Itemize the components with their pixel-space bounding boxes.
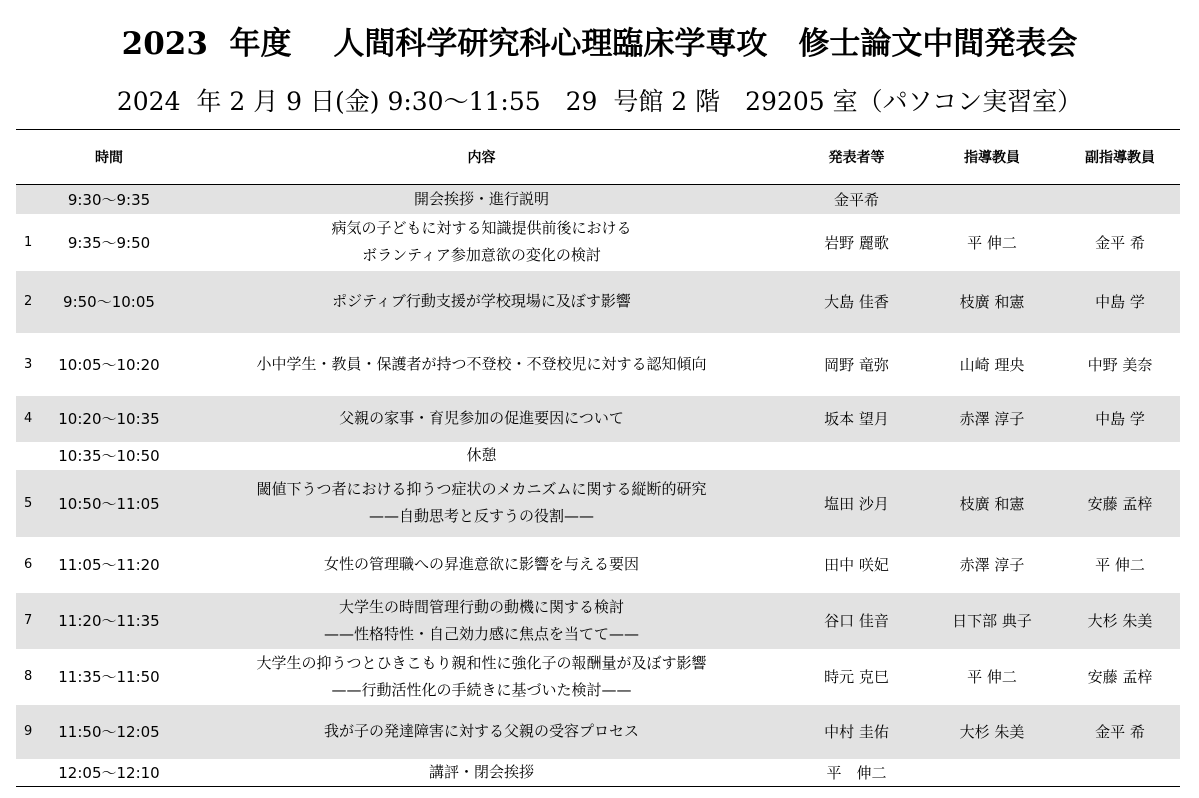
schedule-table (16, 129, 1180, 787)
column-header-content: 内容 (467, 150, 496, 166)
content-title: 開会挨拶・進行説明 (413, 189, 549, 208)
document-title: 2023 年度 人間科学研究科心理臨床学専攻 修士論文中間発表会 (121, 26, 1078, 62)
row-sub-advisor: 中野 美奈 (1087, 355, 1153, 374)
row-number: 4 (24, 411, 33, 426)
row-sub-advisor (1060, 185, 1180, 214)
row-time: 10:50〜11:05 (58, 494, 160, 513)
table-row (16, 759, 1180, 787)
content-title: 大学生の抑うつとひきこもり親和性に強化子の報酬量が及ぼす影響 (256, 653, 707, 672)
row-presenter: 岩野 麗歌 (824, 233, 889, 252)
row-presenter: 塩田 沙月 (824, 494, 889, 513)
row-advisor: 赤澤 淳子 (959, 556, 1025, 574)
row-time: 12:05〜12:10 (58, 763, 160, 782)
row-content (174, 593, 789, 649)
table-row (16, 271, 1180, 333)
row-content (174, 470, 789, 537)
row-content (174, 705, 789, 759)
row-advisor: 日下部 典子 (952, 612, 1032, 630)
row-content (174, 271, 789, 333)
row-content (174, 537, 789, 593)
row-presenter: 金平希 (833, 190, 879, 209)
content-subtitle: ——自動思考と反すうの役割—— (368, 507, 594, 525)
row-sub-advisor: 中島 学 (1095, 410, 1145, 428)
column-header-time: 時間 (95, 150, 123, 166)
row-time: 11:20〜11:35 (58, 612, 160, 630)
row-time: 10:20〜10:35 (58, 410, 160, 428)
row-sub-advisor: 安藤 孟梓 (1087, 494, 1153, 513)
content-title: 閾値下うつ者における抑うつ症状のメカニズムに関する縦断的研究 (256, 480, 707, 498)
row-sub-advisor: 安藤 孟梓 (1087, 668, 1153, 686)
row-advisor: 平 伸二 (967, 668, 1017, 686)
row-number: 8 (24, 669, 33, 684)
content-subtitle: ——性格特性・自己効力感に焦点を当てて—— (323, 624, 639, 643)
content-title: ポジティブ行動支援が学校現場に及ぼす影響 (332, 292, 631, 310)
row-content (174, 396, 789, 442)
row-number (16, 185, 44, 214)
row-presenter (789, 442, 924, 470)
row-sub-advisor: 中島 学 (1095, 293, 1145, 311)
table-row (16, 593, 1180, 649)
column-header-number (16, 130, 44, 185)
table-row (16, 649, 1180, 705)
table-row (16, 537, 1180, 593)
row-content (174, 649, 789, 705)
row-number: 1 (24, 234, 33, 250)
row-content (174, 185, 789, 214)
row-number: 2 (24, 294, 33, 309)
table-row (16, 442, 1180, 470)
row-number (16, 442, 44, 470)
table-row (16, 333, 1180, 396)
row-presenter: 大島 佳香 (824, 293, 889, 311)
row-sub-advisor: 金平 希 (1095, 233, 1145, 252)
row-time: 9:35〜9:50 (67, 233, 151, 252)
column-header-sub-advisor: 副指導教員 (1085, 150, 1155, 166)
row-content (174, 333, 789, 396)
row-advisor (924, 185, 1060, 214)
row-sub-advisor: 大杉 朱美 (1087, 612, 1153, 630)
table-row (16, 396, 1180, 442)
row-presenter: 平 伸二 (826, 763, 887, 782)
row-time: 10:35〜10:50 (58, 447, 160, 465)
content-subtitle: ボランティア参加意欲の変化の検討 (362, 246, 601, 264)
row-advisor: 赤澤 淳子 (959, 410, 1025, 428)
row-content (174, 759, 789, 787)
row-presenter: 岡野 竜弥 (824, 355, 889, 374)
content-title: 女性の管理職への昇進意欲に影響を与える要因 (323, 555, 639, 573)
row-presenter: 坂本 望月 (824, 410, 889, 428)
row-number: 7 (24, 613, 33, 628)
row-time: 10:05〜10:20 (58, 355, 160, 374)
content-title: 病気の子どもに対する知識提供前後における (331, 219, 632, 237)
row-advisor: 枝廣 和憲 (959, 494, 1025, 513)
table-row (16, 705, 1180, 759)
row-time: 11:50〜12:05 (58, 723, 160, 741)
table-row (16, 185, 1180, 214)
row-time: 11:35〜11:50 (58, 668, 160, 686)
row-presenter: 田中 咲妃 (824, 556, 889, 574)
row-sub-advisor (1060, 759, 1180, 787)
document-subtitle: 2024 年 2 月 9 日(金) 9:30〜11:55 29 号館 2 階 29205 室（パソコン実習室） (116, 87, 1083, 116)
content-title: 大学生の時間管理行動の動機に関する検討 (338, 597, 624, 616)
row-time: 9:30〜9:35 (67, 190, 151, 209)
content-subtitle: ——行動活性化の手続きに基づいた検討—— (331, 680, 632, 699)
row-presenter: 中村 圭佑 (824, 723, 889, 741)
row-time: 11:05〜11:20 (58, 556, 160, 574)
row-advisor (924, 442, 1060, 470)
row-advisor: 大杉 朱美 (959, 723, 1025, 741)
row-sub-advisor: 金平 希 (1095, 723, 1145, 741)
content-title: 休憩 (466, 446, 497, 464)
row-advisor: 枝廣 和憲 (959, 293, 1025, 311)
table-row (16, 214, 1180, 271)
content-title: 小中学生・教員・保護者が持つ不登校・不登校児に対する認知傾向 (256, 354, 707, 373)
row-content (174, 442, 789, 470)
row-time: 9:50〜10:05 (63, 293, 155, 311)
row-presenter: 時元 克巳 (824, 668, 889, 686)
table-header-row (16, 130, 1180, 185)
row-content (174, 214, 789, 271)
content-title: 講評・閉会挨拶 (428, 762, 534, 781)
column-header-advisor: 指導教員 (964, 150, 1020, 166)
row-sub-advisor: 平 伸二 (1095, 556, 1145, 574)
row-advisor: 平 伸二 (967, 233, 1017, 252)
column-header-presenter: 発表者等 (828, 150, 885, 166)
row-number: 9 (24, 724, 33, 739)
row-sub-advisor (1060, 442, 1180, 470)
row-number: 5 (24, 495, 33, 511)
row-presenter: 谷口 佳音 (824, 612, 889, 630)
row-advisor (924, 759, 1060, 787)
row-number (16, 759, 44, 787)
row-advisor: 山崎 理央 (959, 355, 1025, 374)
row-number: 3 (24, 356, 33, 372)
table-row (16, 470, 1180, 537)
content-title: 父親の家事・育児参加の促進要因について (339, 409, 624, 427)
row-number: 6 (24, 557, 33, 572)
content-title: 我が子の発達障害に対する父親の受容プロセス (323, 722, 639, 740)
